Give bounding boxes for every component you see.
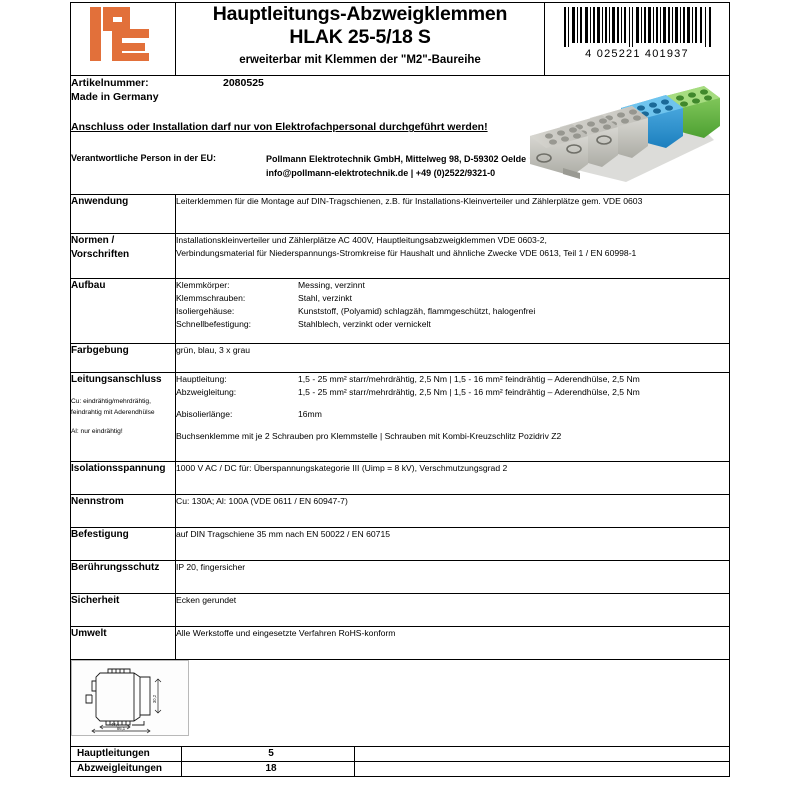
label-nennstrom: Nennstrom	[71, 495, 176, 528]
eu-contact: info@pollmann-elektrotechnik.de | +49 (0)2522/9321-0	[266, 167, 496, 178]
spec-row-beruehrungsschutz	[71, 561, 730, 594]
leitung-item	[176, 373, 729, 386]
abisolierlaenge-value: 16mm	[298, 408, 322, 419]
footer-extra-abzweigleitungen	[355, 762, 730, 777]
value-normen-line1: Installationskleinverteiler und Zählerplätze AC 400V, Hauptleitungsabzweigklemmen VDE 0603-2,	[176, 235, 547, 245]
leitungsanschluss-notes	[71, 396, 175, 438]
dimension-drawing-icon	[72, 661, 188, 735]
footer-extra-hauptleitungen	[355, 747, 730, 762]
value-sicherheit: Ecken gerundet	[176, 594, 730, 627]
label-beruehrungsschutz: Berührungsschutz	[71, 561, 176, 594]
footer-quantity-table	[70, 746, 730, 777]
label-aufbau: Aufbau	[71, 279, 176, 344]
note-cu-line1: Cu: eindrähtig/mehrdrähtig,	[71, 397, 151, 405]
barcode-cell	[545, 3, 730, 76]
aufbau-value: Stahlblech, verzinkt oder vernickelt	[298, 318, 431, 329]
dim-width-inner-text: 47,4	[110, 722, 120, 727]
label-normen	[71, 234, 176, 279]
info-row	[71, 76, 730, 195]
value-anwendung: Leiterklemmen für die Montage auf DIN-Tragschienen, z.B. für Installations-Kleinverteiler und Zählerplätze gem. VDE 0603	[176, 195, 730, 234]
header-row	[71, 3, 730, 76]
abisolierlaenge-key: Abisolierlänge:	[176, 408, 233, 419]
article-number-value: 2080525	[223, 77, 264, 89]
pe-monogram-icon	[86, 3, 160, 65]
value-farbgebung: grün, blau, 3 x grau	[176, 344, 730, 373]
label-sicherheit: Sicherheit	[71, 594, 176, 627]
label-isolationsspannung: Isolationsspannung	[71, 462, 176, 495]
label-befestigung: Befestigung	[71, 528, 176, 561]
table-row	[71, 747, 730, 762]
aufbau-key: Klemmschrauben:	[176, 292, 246, 303]
dim-height-text: 30,2	[152, 694, 157, 704]
barcode-number: 4 025221 401937	[585, 48, 689, 60]
title-cell	[176, 3, 545, 76]
leitung-value: 1,5 - 25 mm² starr/mehrdrähtig, 2,5 Nm | 1,5 - 16 mm² feindrähtig – Aderendhülse, 2,5 Nm	[298, 374, 640, 384]
aufbau-value: Messing, verzinnt	[298, 280, 365, 290]
leitung-value: 1,5 - 25 mm² starr/mehrdrähtig, 2,5 Nm | 1,5 - 16 mm² feindrähtig – Aderendhülse, 2,5 Nm	[298, 386, 640, 397]
safety-warning: Anschluss oder Installation darf nur von Elektrofachpersonal durchgeführt werden!	[71, 121, 488, 134]
leitung-item	[176, 386, 729, 399]
label-leitungsanschluss-cell	[71, 373, 176, 462]
spec-row-umwelt	[71, 627, 730, 660]
datasheet-page	[70, 2, 730, 797]
value-beruehrungsschutz: IP 20, fingersicher	[176, 561, 730, 594]
label-leitungsanschluss: Leitungsanschluss	[71, 374, 162, 385]
footer-qty-hauptleitungen: 5	[182, 747, 355, 762]
aufbau-item	[176, 305, 729, 318]
terminal-block-illustration-icon	[508, 82, 723, 188]
spec-row-befestigung	[71, 528, 730, 561]
product-title-line1: Hauptleitungs-Abzweigklemmen	[212, 3, 508, 25]
eu-responsible-label: Verantwortliche Person in der EU:	[71, 153, 217, 164]
spec-row-farbgebung	[71, 344, 730, 373]
footer-qty-abzweigleitungen: 18	[182, 762, 355, 777]
leitung-key: Hauptleitung:	[176, 374, 227, 384]
label-umwelt: Umwelt	[71, 627, 176, 660]
spec-row-leitungsanschluss	[71, 373, 730, 462]
value-normen	[176, 234, 730, 279]
aufbau-key: Isoliergehäuse:	[176, 305, 235, 316]
label-farbgebung: Farbgebung	[71, 344, 176, 373]
spec-row-nennstrom	[71, 495, 730, 528]
aufbau-key: Schnellbefestigung:	[176, 318, 252, 329]
made-in-label: Made in Germany	[71, 91, 159, 104]
spec-row-isolationsspannung	[71, 462, 730, 495]
value-nennstrom: Cu: 130A; Al: 100A (VDE 0611 / EN 60947-7)	[176, 495, 730, 528]
logo-cell	[71, 3, 176, 76]
info-cell	[71, 76, 730, 195]
footer-label-abzweigleitungen: Abzweigleitungen	[71, 762, 182, 777]
datasheet-table	[70, 2, 730, 747]
leitung-key: Abzweigleitung:	[176, 386, 237, 397]
ean13-barcode	[552, 3, 722, 60]
aufbau-value: Kunststoff, (Polyamid) schlagzäh, flammgeschützt, halogenfrei	[298, 305, 536, 316]
screw-type-note: Buchsenklemme mit je 2 Schrauben pro Klemmstelle | Schrauben mit Kombi-Kreuzschlitz Pozidriv Z2	[176, 430, 562, 441]
spec-row-aufbau	[71, 279, 730, 344]
product-photo-terminal-block	[508, 82, 723, 188]
aufbau-key: Klemmkörper:	[176, 280, 230, 290]
footer-label-hauptleitungen: Hauptleitungen	[71, 747, 182, 762]
label-normen-line1: Normen /	[71, 235, 115, 246]
product-title-line2: HLAK 25-5/18 S	[289, 26, 431, 48]
aufbau-value: Stahl, verzinkt	[298, 292, 352, 303]
value-isolationsspannung: 1000 V AC / DC für: Überspannungskategorie III (Uimp = 8 kV), Verschmutzungsgrad 2	[176, 462, 730, 495]
abisolierlaenge-item	[176, 408, 729, 421]
value-aufbau	[176, 279, 730, 344]
spec-row-anwendung	[71, 195, 730, 234]
spec-row-normen	[71, 234, 730, 279]
label-anwendung: Anwendung	[71, 195, 176, 234]
value-leitungsanschluss	[176, 373, 730, 462]
dim-width-outer-text: 86,1	[116, 726, 126, 731]
value-befestigung: auf DIN Tragschiene 35 mm nach EN 50022 / EN 60715	[176, 528, 730, 561]
drawing-row	[71, 660, 730, 747]
label-normen-line2: Vorschriften	[71, 248, 130, 260]
article-number-label: Artikelnummer:	[71, 77, 149, 89]
barcode-icon	[556, 5, 718, 49]
value-umwelt: Alle Werkstoffe und eingesetzte Verfahren RoHS-konform	[176, 627, 730, 660]
aufbau-item	[176, 292, 729, 305]
spec-row-sicherheit	[71, 594, 730, 627]
eu-responsible-value	[266, 153, 526, 180]
eu-address: Pollmann Elektrotechnik GmbH, Mittelweg 98, D-59302 Oelde	[266, 154, 527, 165]
aufbau-item	[176, 279, 729, 292]
note-cu-line2: feindrahtig mit Aderendhülse	[71, 409, 155, 417]
drawing-cell	[71, 660, 730, 747]
pollmann-pe-logo	[86, 3, 160, 65]
table-row	[71, 762, 730, 777]
note-al: Al: nur eindrähtig!	[71, 427, 123, 435]
aufbau-item	[176, 318, 729, 331]
dimension-drawing-side-view	[71, 660, 189, 736]
product-subtitle: erweiterbar mit Klemmen der "M2"-Baureihe	[239, 54, 481, 66]
value-normen-line2: Verbindungsmaterial für Niederspannungs-Stromkreise für Haushalt und ähnliche Zwecke VDE 0613, Teil 1 / EN 60998-1	[176, 247, 637, 258]
